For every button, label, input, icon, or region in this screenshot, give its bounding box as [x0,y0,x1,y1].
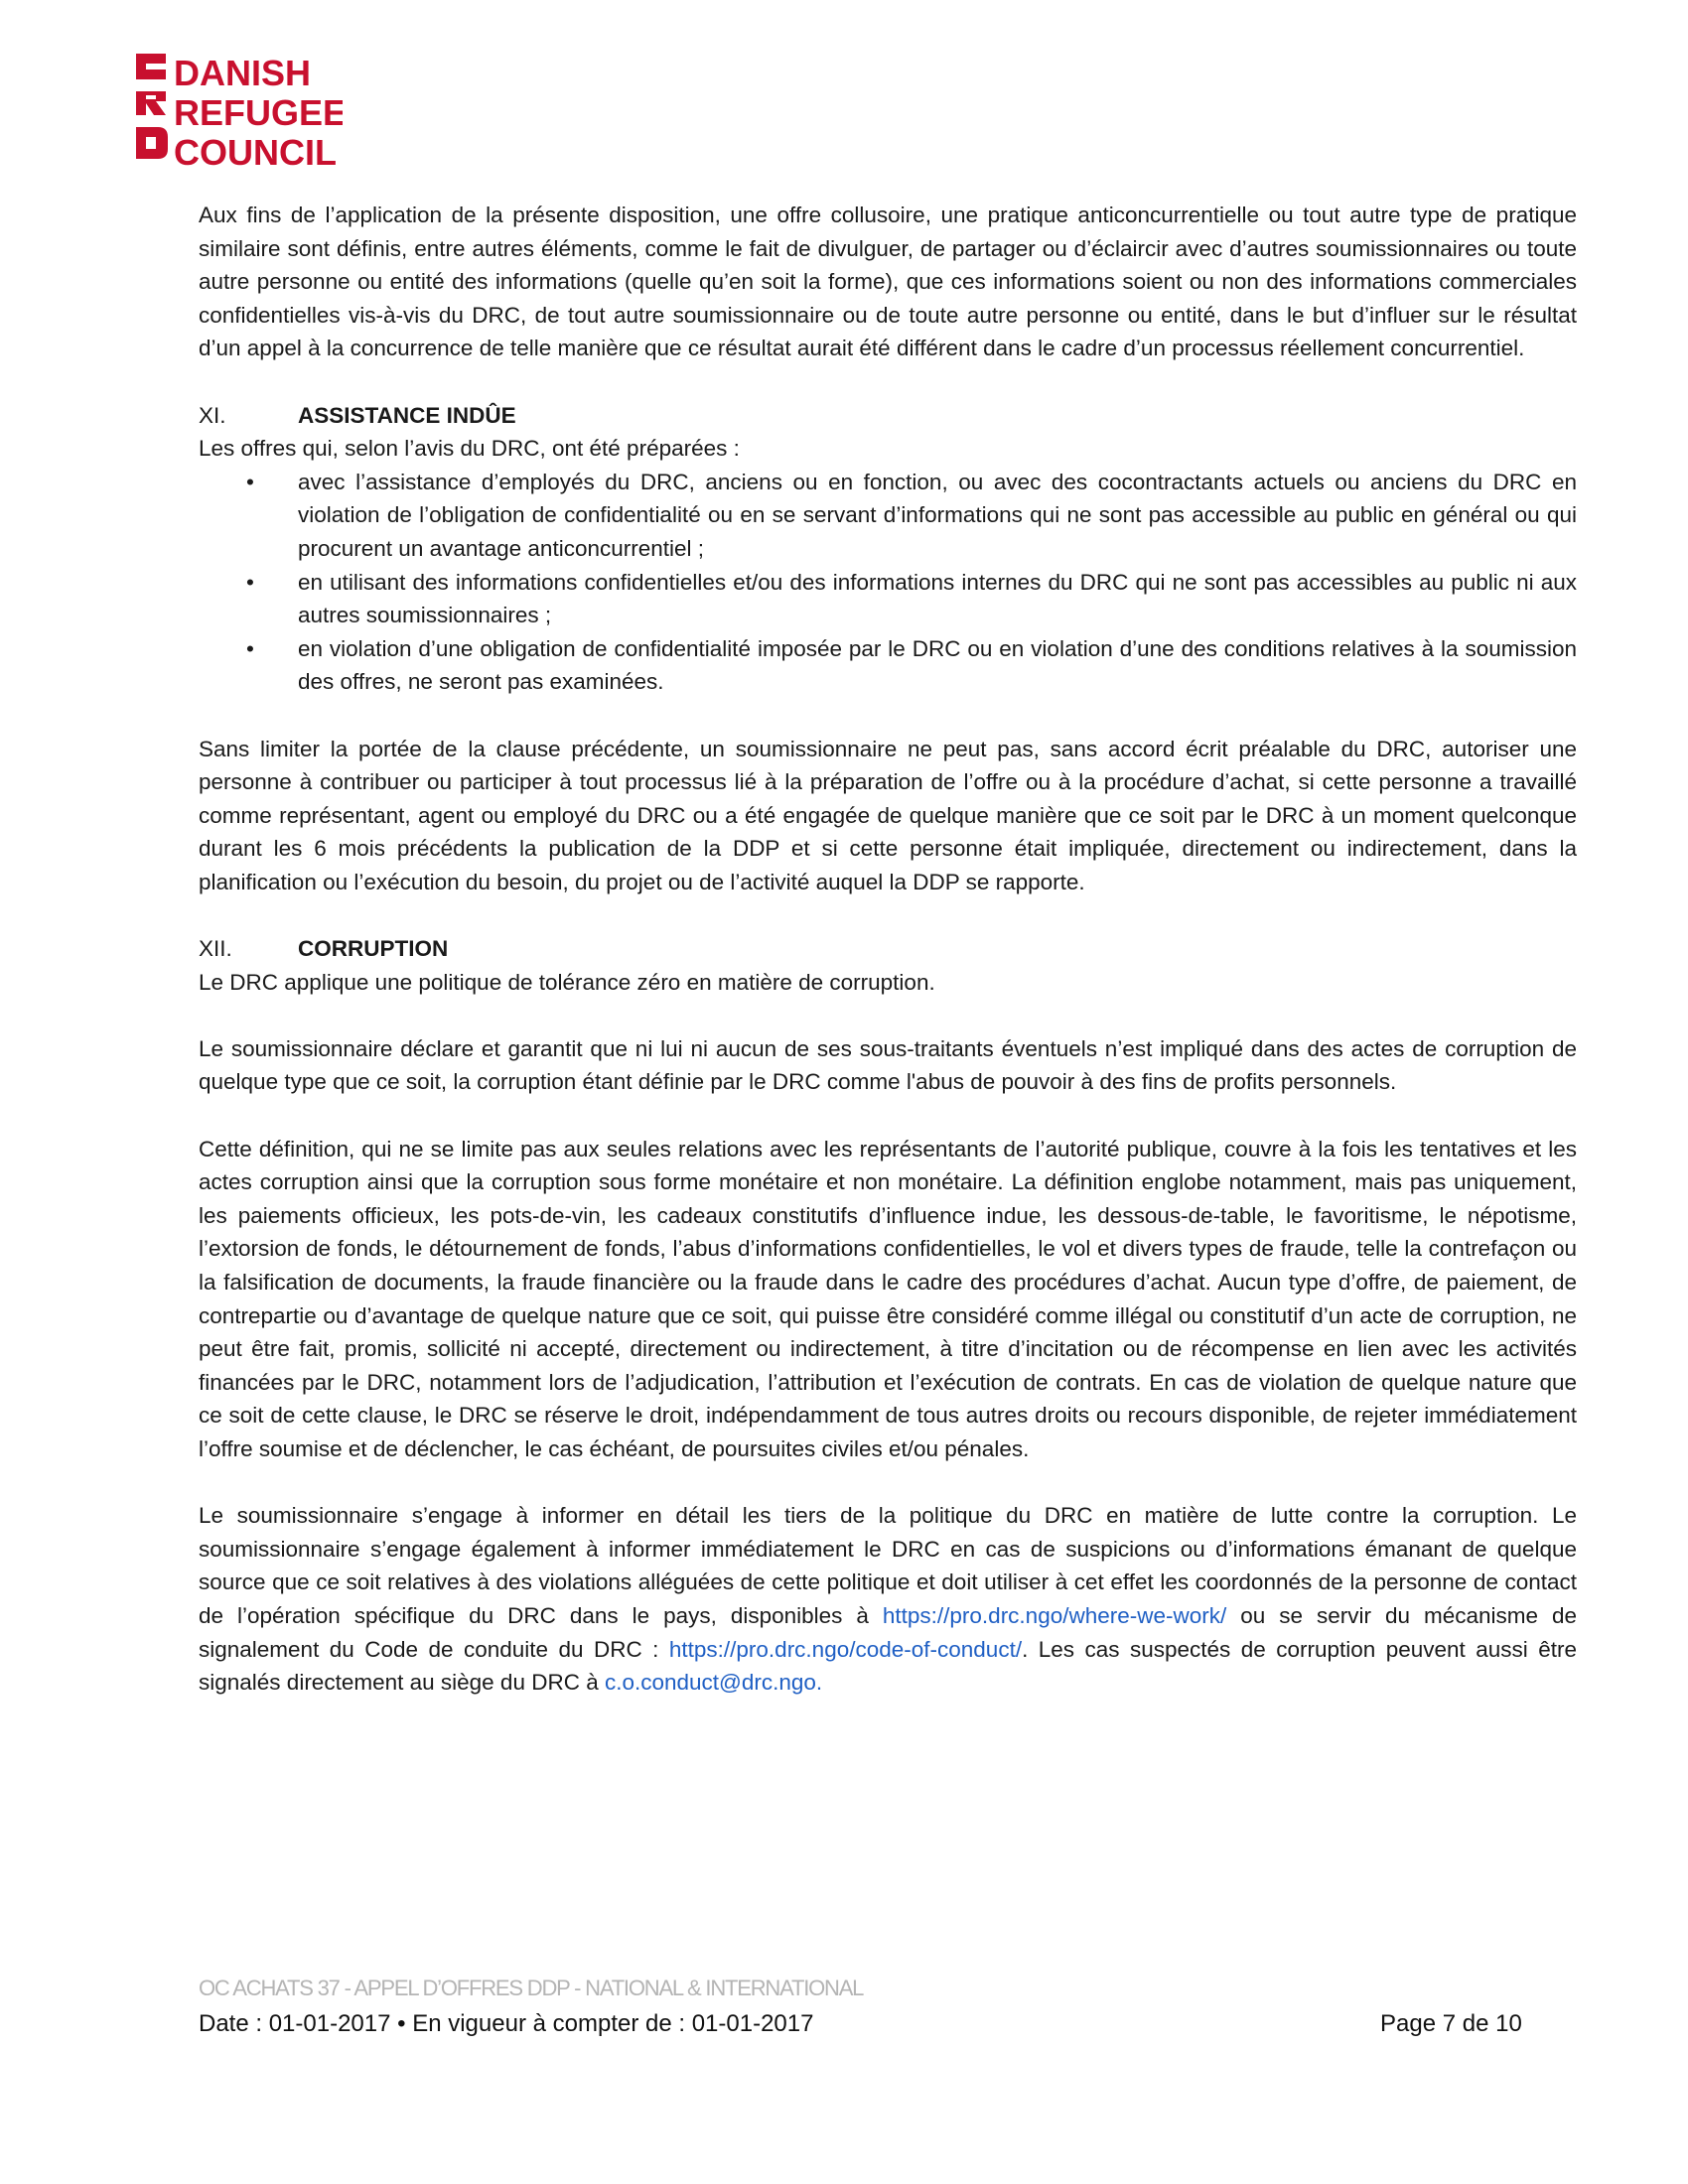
logo-line-3: COUNCIL [174,132,337,169]
paragraph-reporting [199,1499,1577,1700]
where-we-work-link[interactable]: https://pro.drc.ngo/where-we-work/ [882,1602,1227,1628]
footer-document-code: OC ACHATS 37 - APPEL D’OFFRES DDP - NATIONAL & INTERNATIONAL [199,1976,864,2000]
section-heading-assistance [199,399,1577,433]
drc-logo [132,52,343,169]
section-heading-corruption [199,932,1577,966]
section-number: XI. [199,402,226,428]
document-body [199,199,1577,1732]
section-title: CORRUPTION [298,936,449,962]
paragraph-guarantee: Le soumissionnaire déclare et garantit que ni lui ni aucun de ses sous-traitants éventuels n’est impliqué dans des actes de corruption de quelque type que ce soit, la corruption étant définie par le DRC comme l'abus de pouvoir à des fins de profits personnels. [199,1035,1577,1095]
section-number: XII. [199,936,232,962]
logo-line-2: REFUGEE [174,92,343,133]
reporting-text-3: . Les cas suspectés de corruption peuvent aussi être signalés directement au siège du DRC à [199,1636,1577,1696]
drc-logo-graphic [132,52,343,169]
bullet-list [199,466,1577,699]
footer-date-line: Date : 01-01-2017 • En vigueur à compter de : 01-01-2017 [199,2010,814,2037]
reporting-text-2: ou se servir du mécanisme de signalement du Code de conduite du DRC : [199,1602,1577,1662]
paragraph-collusion-definition: Aux fins de l’application de la présente disposition, une offre collusoire, une pratique anticoncurrentielle ou tout autre type de pratique similaire sont définis, entre autres éléments, comme le fait de divulguer, de partager ou d’éclaircir avec d’autres soumissionnaires ou toute autre personne ou entité des informations (quelle qu’en soit la forme), que ces informations soient ou non des informations commerciales confidentielles vis-à-vis du DRC, de tout autre soumissionnaire ou de toute autre personne ou entité, dans le but d’influer sur le résultat d’un appel à la concurrence de telle manière que ce résultat aurait été différent dans le cadre d’un processus réellement concurrentiel. [199,203,1577,361]
paragraph-intro: Les offres qui, selon l’avis du DRC, ont été préparées : [199,436,740,462]
section-title: ASSISTANCE INDÛE [298,402,516,428]
paragraph-definition: Cette définition, qui ne se limite pas aux seules relations avec les représentants de l’autorité publique, couvre à la fois les tentatives et les actes corruption ainsi que la corruption sous forme monétaire et non monétaire. La définition englobe notamment, mais pas uniquement, les paiements officieux, les pots-de-vin, les cadeaux constitutifs d’influence indue, les dessous-de-table, le favoritisme, le népotisme, l’extorsion de fonds, le détournement de fonds, l’abus d’informations confidentielles, le vol et divers types de fraude, telle la contrefaçon ou la falsification de documents, la fraude financière ou la fraude dans le cadre des procédures d’achat. Aucun type d’offre, de paiement, de contrepartie ou d’avantage de quelque nature que ce soit, qui puisse être considéré comme illégal ou constitutif d’un acte de corruption, ne peut être fait, promis, sollicité ni accepté, directement ou indirectement, à titre d’incitation ou de récompense en lien avec les activités financées par le DRC, notamment lors de l’adjudication, l’attribution et l’exécution de contrats. En cas de violation de quelque nature que ce soit de cette clause, le DRC se réserve le droit, indépendamment de tous autres droits ou recours disponible, de rejeter immédiatement l’offre soumise et de déclencher, le cas échéant, de poursuites civiles et/ou pénales. [199,1136,1577,1461]
paragraph-zero-tolerance: Le DRC applique une politique de tolérance zéro en matière de corruption. [199,969,935,995]
code-of-conduct-link[interactable]: https://pro.drc.ngo/code-of-conduct/ [668,1636,1023,1662]
email-link[interactable]: c.o.conduct@drc.ngo. [604,1670,823,1696]
list-item: • en violation d’une obligation de confidentialité imposée par le DRC ou en violation d’une des conditions relatives à la soumission des offres, ne seront pas examinées. [298,632,1577,699]
reporting-text-1: Le soumissionnaire s’engage à informer en détail les tiers de la politique du DRC en matière de lutte contre la corruption. Le soumissionnaire s’engage également à informer immédiatement le DRC en cas de suspicions ou d’informations émanant de quelque source que ce soit relatives à des violations alléguées de cette politique et doit utiliser à cet effet les coordonnés de la personne de contact de l’opération spécifique du DRC dans le pays, disponibles à [199,1503,1577,1628]
footer-page-number: Page 7 de 10 [1380,2010,1522,2037]
logo-line-1: DANISH [174,53,312,93]
list-item: • en utilisant des informations confidentielles et/ou des informations internes du DRC qui ne sont pas accessibles au public ni aux autres soumissionnaires ; [298,566,1577,632]
list-item: • avec l’assistance d’employés du DRC, anciens ou en fonction, ou avec des cocontractants actuels ou anciens du DRC en violation de l’obligation de confidentialité ou en se servant d’informations qui ne sont pas accessible au public en général ou qui procurent un avantage anticoncurrentiel ; [298,466,1577,566]
paragraph-prior-consent: Sans limiter la portée de la clause précédente, un soumissionnaire ne peut pas, sans accord écrit préalable du DRC, autoriser une personne à contribuer ou participer à tout processus lié à la préparation de l’offre ou à la procédure d’achat, si cette personne a travaillé comme représentant, agent ou employé du DRC ou a été engagée de quelque manière que ce soit par le DRC à un moment quelconque durant les 6 mois précédents la publication de la DDP et si cette personne était impliquée, directement ou indirectement, dans la planification ou l’exécution du besoin, du projet ou de l’activité auquel la DDP se rapporte. [199,736,1577,894]
